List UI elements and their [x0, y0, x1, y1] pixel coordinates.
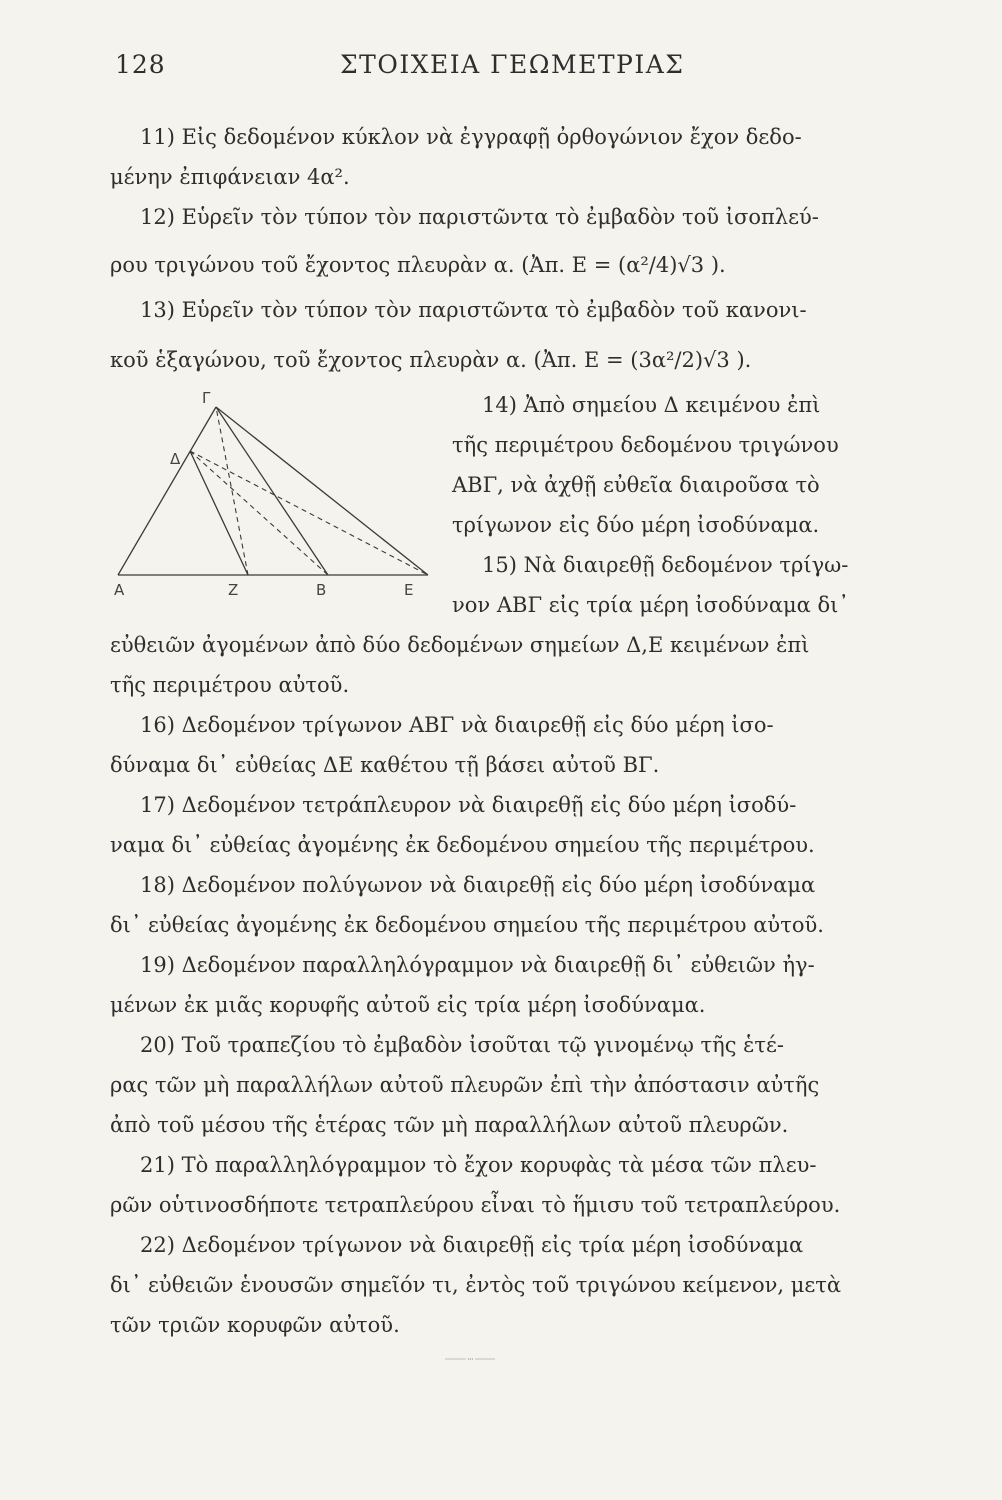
triangle-figure — [108, 389, 438, 615]
exercise-19-line-1: 19) Δεδομένον παραλληλόγραμμον νὰ διαιρεθῇ δι᾽ εὐθειῶν ἠγ- — [140, 953, 815, 977]
page-number: 128 — [115, 50, 166, 79]
exercise-14-line-3: ΑΒΓ, νὰ ἀχθῇ εὐθεῖα διαιροῦσα τὸ — [452, 473, 820, 497]
exercise-20-line-2: ρας τῶν μὴ παραλλήλων αὐτοῦ πλευρῶν ἐπὶ τὴν ἀπόστασιν αὐτῆς — [110, 1073, 820, 1097]
page-header — [0, 50, 1002, 90]
exercise-20-line-1: 20) Τοῦ τραπεζίου τὸ ἐμβαδὸν ἰσοῦται τῷ γινομένῳ τῆς ἑτέ- — [140, 1033, 784, 1057]
side-ge — [216, 407, 428, 575]
exercise-22-line-2: δι᾽ εὐθειῶν ἑνουσῶν σημεῖόν τι, ἐντὸς τοῦ τριγώνου κείμενον, μετὰ — [110, 1273, 842, 1297]
label-alpha: Α — [114, 581, 125, 599]
exercise-11-line-2: μένην ἐπιφάνειαν 4α². — [110, 165, 350, 189]
section-end-rule — [395, 1358, 545, 1360]
exercise-22-line-1: 22) Δεδομένον τρίγωνον νὰ διαιρεθῇ εἰς τρία μέρη ἰσοδύναμα — [140, 1233, 804, 1257]
label-delta: Δ — [170, 450, 181, 468]
exercise-15-line-1: 15) Νὰ διαιρεθῇ δεδομένον τρίγω- — [482, 553, 849, 577]
exercise-15-line-3: εὐθειῶν ἀγομένων ἀπὸ δύο δεδομένων σημείων Δ,Ε κειμένων ἐπὶ — [110, 633, 810, 657]
dashed-de — [190, 451, 428, 575]
exercise-17-line-1: 17) Δεδομένον τετράπλευρον νὰ διαιρεθῇ εἰς δύο μέρη ἰσοδύ- — [140, 793, 797, 817]
exercise-18-line-2: δι᾽ εὐθείας ἀγομένης ἐκ δεδομένου σημείου τῆς περιμέτρου αὐτοῦ. — [110, 913, 824, 937]
label-beta: Β — [316, 581, 327, 599]
label-epsilon: Ε — [404, 581, 414, 599]
exercise-15-line-4: τῆς περιμέτρου αὐτοῦ. — [110, 673, 350, 697]
dashed-db — [190, 451, 328, 575]
exercise-16-line-1: 16) Δεδομένον τρίγωνον ΑΒΓ νὰ διαιρεθῇ εἰς δύο μέρη ἰσο- — [140, 713, 774, 737]
exercise-19-line-2: μένων ἐκ μιᾶς κορυφῆς αὐτοῦ εἰς τρία μέρη ἰσοδύναμα. — [110, 993, 706, 1017]
segment-dz — [190, 451, 248, 575]
exercise-12-line-1: 12) Εὑρεῖν τὸν τύπον τὸν παριστῶντα τὸ ἐμβαδὸν τοῦ ἰσοπλεύ- — [140, 205, 819, 229]
exercise-13-line-1: 13) Εὑρεῖν τὸν τύπον τὸν παριστῶντα τὸ ἐμβαδὸν τοῦ κανονι- — [140, 298, 807, 322]
running-title: ΣΤΟΙΧΕΙΑ ΓΕΩΜΕΤΡΙΑΣ — [340, 50, 685, 79]
label-zeta: Ζ — [228, 581, 239, 599]
exercise-16-line-2: δύναμα δι᾽ εὐθείας ΔΕ καθέτου τῇ βάσει αὐτοῦ ΒΓ. — [110, 753, 660, 777]
exercise-11-line-1: 11) Εἰς δεδομένον κύκλον νὰ ἐγγραφῇ ὀρθογώνιον ἔχον δεδο- — [140, 125, 802, 149]
exercise-15-line-2: νον ΑΒΓ εἰς τρία μέρη ἰσοδύναμα δι᾽ — [452, 593, 849, 617]
exercise-14-line-1: 14) Ἀπὸ σημείου Δ κειμένου ἐπὶ — [482, 393, 821, 417]
exercise-21-line-2: ρῶν οὑτινοσδήποτε τετραπλεύρου εἶναι τὸ ἥμισυ τοῦ τετραπλεύρου. — [110, 1193, 841, 1217]
label-gamma: Γ — [202, 389, 211, 407]
exercise-14-line-4: τρίγωνον εἰς δύο μέρη ἰσοδύναμα. — [452, 513, 820, 537]
exercise-13-line-2: κοῦ ἑξαγώνου, τοῦ ἔχοντος πλευρὰν α. (Ἀπ. Ε = (3α²/2)√3 ). — [110, 348, 752, 372]
exercise-12-line-2: ρου τριγώνου τοῦ ἔχοντος πλευρὰν α. (Ἀπ. Ε = (α²/4)√3 ). — [110, 253, 726, 277]
exercise-18-line-1: 18) Δεδομένον πολύγωνον νὰ διαιρεθῇ εἰς δύο μέρη ἰσοδύναμα — [140, 873, 816, 897]
triangle-diagram — [108, 395, 438, 615]
exercise-17-line-2: ναμα δι᾽ εὐθείας ἀγομένης ἐκ δεδομένου σημείου τῆς περιμέτρου. — [110, 833, 815, 857]
dashed-zg — [216, 407, 248, 575]
exercise-20-line-3: ἀπὸ τοῦ μέσου τῆς ἑτέρας τῶν μὴ παραλλήλων αὐτοῦ πλευρῶν. — [110, 1113, 789, 1137]
exercise-21-line-1: 21) Τὸ παραλληλόγραμμον τὸ ἔχον κορυφὰς τὰ μέσα τῶν πλευ- — [140, 1153, 817, 1177]
side-ag — [118, 407, 216, 575]
exercise-14-line-2: τῆς περιμέτρου δεδομένου τριγώνου — [452, 433, 839, 457]
exercise-22-line-3: τῶν τριῶν κορυφῶν αὐτοῦ. — [110, 1313, 400, 1337]
segment-gb — [216, 407, 328, 575]
